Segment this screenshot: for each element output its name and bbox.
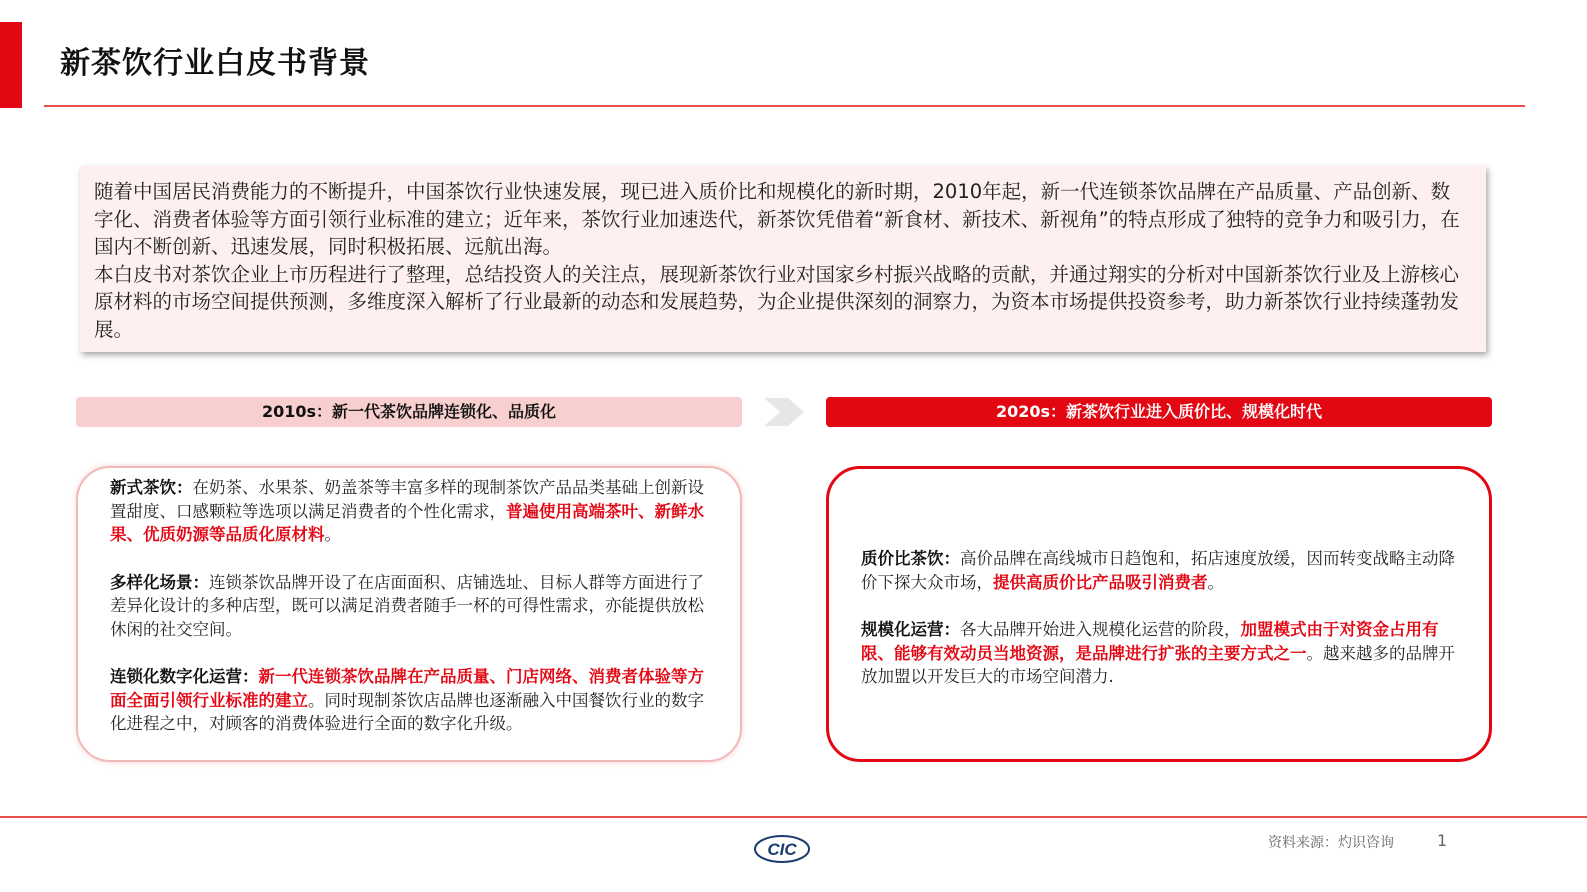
item-label: 质价比茶饮： xyxy=(861,549,960,568)
item-tail: 。 xyxy=(1207,572,1224,592)
item-text: 连锁茶饮品牌开设了在店面面积、店铺选址、目标人群等方面进行了差异化设计的多种店型，既可以满足消费者随手一杯的可得性需求，亦能提供放松休闲的社交空间。 xyxy=(110,572,704,639)
list-item xyxy=(110,571,710,642)
era-2010s-panel xyxy=(76,466,742,762)
item-highlight: 普遍使用高端茶叶、新鲜水果、优质奶源等品质化原材料 xyxy=(110,501,704,544)
item-highlight: 新一代连锁茶饮品牌在产品质量、门店网络、消费者体验等方面全面引领行业标准的建立 xyxy=(110,667,704,710)
intro-paragraph-1: 随着中国居民消费能力的不断提升，中国茶饮行业快速发展，现已进入质价比和规模化的新时期，2010年起，新一代连锁茶饮品牌在产品质量、产品创新、数字化、消费者体验等方面引领行业标准的建立；近年来，茶饮行业加速迭代，新茶饮凭借着“新食材、新技术、新视角”的特点形成了独特的竞争力和吸引力，在国内不断创新、迅速发展，同时积极拓展、远航出海。 xyxy=(94,180,1460,258)
item-tail: 。 xyxy=(324,525,341,544)
logo-text: CIC xyxy=(767,840,797,859)
item-highlight: 加盟模式由于对资金占用有限、能够有效动员当地资源，是品牌进行扩张的主要方式之一 xyxy=(861,620,1439,663)
cic-logo xyxy=(752,832,812,866)
source-note: 资料来源：灼识咨询 xyxy=(1268,835,1394,851)
title-divider xyxy=(44,105,1525,107)
chevron-right-icon xyxy=(762,395,808,429)
intro-paragraph-2: 本白皮书对茶饮企业上市历程进行了整理，总结投资人的关注点，展现新茶饮行业对国家乡村振兴战略的贡献，并通过翔实的分析对中国新茶饮行业及上游核心原材料的市场空间提供预测，多维度深入解析了行业最新的动态和发展趋势，为企业提供深刻的洞察力，为资本市场提供投资参考，助力新茶饮行业持续蓬勃发展。 xyxy=(94,262,1460,341)
era-2010s-heading: 2010s：新一代茶饮品牌连锁化、品质化 xyxy=(76,397,742,427)
item-tail: 。同时现制茶饮店品牌也逐渐融入中国餐饮行业的数字化进程之中，对顾客的消费体验进行全面的数字化升级。 xyxy=(110,690,704,733)
item-text: 高价品牌在高线城市日趋饱和，拓店速度放缓，因而转变战略主动降价下探大众市场， xyxy=(861,549,1455,592)
era-2020s-heading: 2020s：新茶饮行业进入质价比、规模化时代 xyxy=(826,397,1492,427)
item-tail: 。越来越多的品牌开放加盟以开发巨大的市场空间潜力. xyxy=(861,643,1455,686)
list-item xyxy=(110,665,710,736)
list-item xyxy=(110,476,710,547)
title-accent-bar xyxy=(0,22,22,108)
item-highlight: 提供高质价比产品吸引消费者 xyxy=(993,572,1208,592)
page-number: 1 xyxy=(1437,831,1448,850)
page-title: 新茶饮行业白皮书背景 xyxy=(60,46,370,81)
item-label: 规模化运营： xyxy=(861,620,960,639)
footer-divider xyxy=(0,816,1587,818)
item-label: 连锁化数字化运营： xyxy=(110,667,259,686)
list-item xyxy=(861,618,1459,689)
item-text: 各大品牌开始进入规模化运营的阶段， xyxy=(960,620,1241,639)
item-label: 多样化场景： xyxy=(110,572,209,592)
list-item xyxy=(861,547,1459,594)
intro-box xyxy=(80,166,1486,352)
era-2020s-panel xyxy=(826,466,1492,762)
item-label: 新式茶饮： xyxy=(110,478,193,497)
item-text: 在奶茶、水果茶、奶盖茶等丰富多样的现制茶饮产品品类基础上创新设置甜度、口感颗粒等选项以满足消费者的个性化需求， xyxy=(110,478,704,521)
